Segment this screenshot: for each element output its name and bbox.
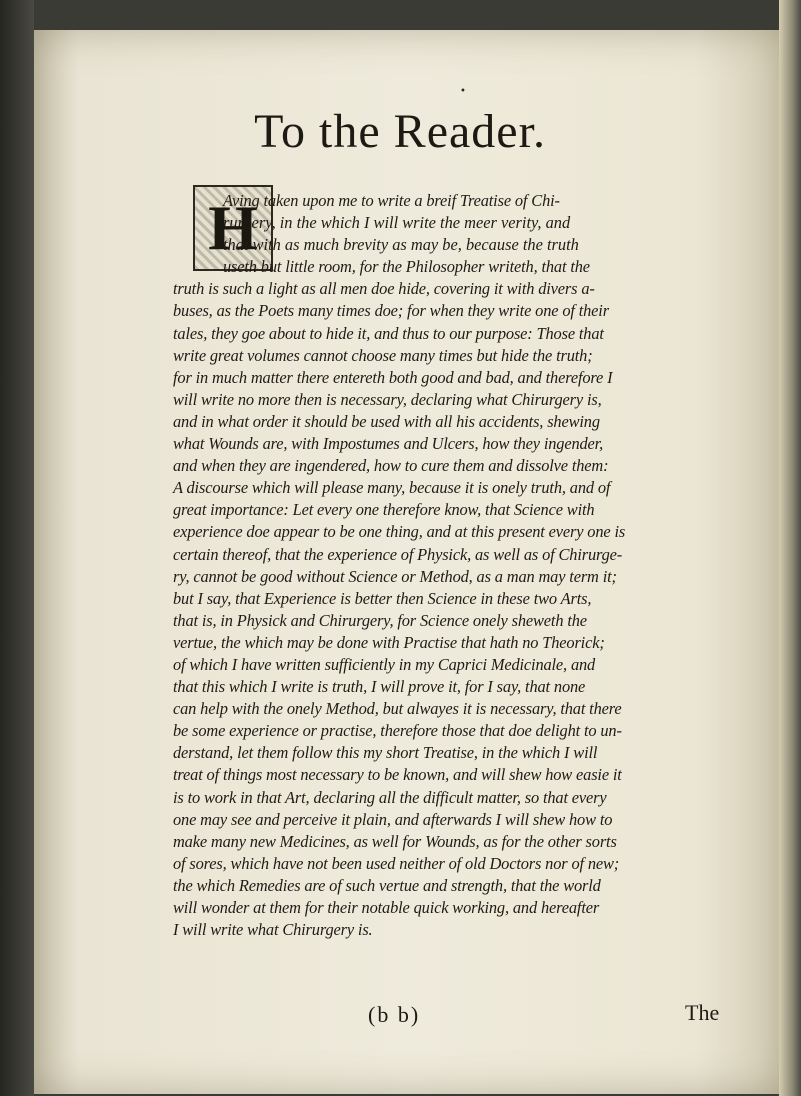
text-line: Aving taken upon me to write a breif Treatise of Chi- bbox=[223, 191, 560, 210]
catchword: The bbox=[685, 1000, 720, 1025]
text-line: of which I have written sufficiently in my Caprici Medicinale, and bbox=[173, 654, 596, 674]
text-line: the which Remedies are of such vertue and strength, that the world bbox=[173, 875, 601, 895]
text-line: derstand, let them follow this my short Treatise, in the which I will bbox=[173, 743, 598, 763]
text-line: that this which I write is truth, I will prove it, for I say, that none bbox=[173, 677, 586, 697]
text-line: and when they are ingendered, how to cure them and dissolve them: bbox=[173, 456, 609, 476]
text-line: buses, as the Poets many times doe; for when they write one of their bbox=[173, 301, 609, 321]
text-line: experience doe appear to be one thing, and at this present every one is bbox=[173, 522, 626, 542]
text-line: vertue, the which may be done with Practise that hath no Theorick; bbox=[173, 632, 605, 652]
text-line: tales, they goe about to hide it, and thus to our purpose: Those that bbox=[173, 323, 604, 343]
text-line: that is, in Physick and Chirurgery, for Science onely sheweth the bbox=[173, 610, 587, 630]
text-line: for in much matter there entereth both good and bad, and therefore I bbox=[173, 367, 613, 387]
text-line: be some experience or practise, therefore those that doe delight to un- bbox=[173, 721, 622, 741]
text-line: I will write what Chirurgery is. bbox=[173, 920, 373, 940]
text-line: ry, cannot be good without Science or Method, as a man may term it; bbox=[173, 566, 617, 586]
text-line: treat of things most necessary to be known, and will shew how easie it bbox=[173, 765, 622, 785]
text-line: is to work in that Art, declaring all the difficult matter, so that every bbox=[173, 787, 607, 807]
drop-cap-letter: H bbox=[195, 187, 271, 269]
book-gutter bbox=[0, 0, 34, 1096]
text-line: one may see and perceive it plain, and afterwards I will shew how to bbox=[173, 809, 613, 829]
text-line: can help with the onely Method, but alwayes it is necessary, that there bbox=[173, 699, 622, 719]
text-line: what Wounds are, with Impostumes and Ulcers, how they ingender, bbox=[173, 434, 604, 454]
text-line: rurgery, in the which I will write the meer verity, and bbox=[223, 213, 571, 233]
text-line: will wonder at them for their notable quick working, and hereafter bbox=[173, 898, 600, 917]
ornament-mark: • bbox=[460, 86, 466, 97]
body-text bbox=[173, 190, 788, 941]
text-line: write great volumes cannot choose many times but hide the truth; bbox=[173, 345, 593, 365]
text-line: that with as much brevity as may be, because the truth bbox=[223, 235, 579, 255]
text-line: make many new Medicines, as well for Wounds, as for the other sorts bbox=[173, 831, 617, 851]
text-line: A discourse which will please many, because it is onely truth, and of bbox=[173, 478, 611, 498]
page-title: To the Reader. bbox=[254, 105, 546, 158]
text-line: and in what order it should be used with all his accidents, shewing bbox=[173, 411, 600, 431]
text-line: of sores, which have not been used neither of old Doctors nor of new; bbox=[173, 853, 620, 873]
text-line: truth is such a light as all men doe hide, covering it with divers a- bbox=[173, 279, 595, 299]
text-line: will write no more then is necessary, declaring what Chirurgery is, bbox=[173, 389, 602, 409]
signature-mark: (b b) bbox=[368, 1002, 421, 1027]
text-line: useth but little room, for the Philosopher writeth, that the bbox=[223, 257, 590, 277]
text-line: great importance: Let every one therefore know, that Science with bbox=[173, 500, 595, 520]
text-line: certain thereof, that the experience of Physick, as well as of Chirurge- bbox=[173, 544, 623, 564]
text-line: but I say, that Experience is better then Science in these two Arts, bbox=[173, 588, 592, 608]
